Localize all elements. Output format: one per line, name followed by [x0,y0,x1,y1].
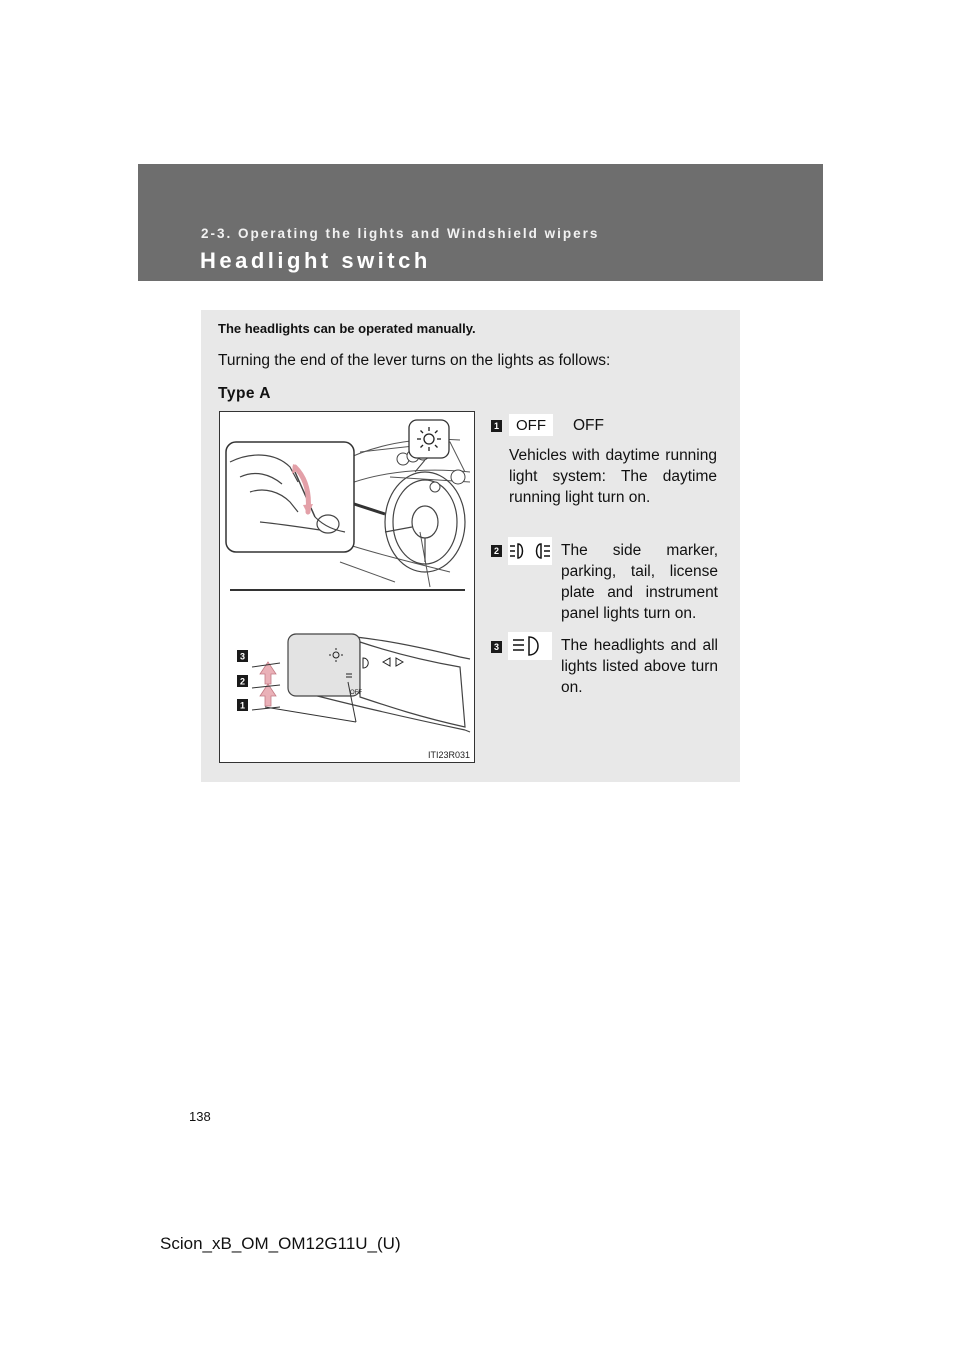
position-3-badge: 3 [491,641,502,653]
position-1-badge: 1 [491,420,502,432]
instruction-text: Turning the end of the lever turns on the lights as follows: [218,352,611,369]
position-1-note: Vehicles with daytime running light system: The daytime running light turn on. [509,447,717,506]
side-marker-parking-icon [508,537,552,565]
section-label: 2-3. Operating the lights and Windshield wipers [201,226,600,241]
intro-text: The headlights can be operated manually. [218,321,476,336]
position-3-description: The headlights and all lights listed above turn on. [561,637,718,696]
position-2-badge: 2 [491,545,502,557]
figure-badge-2: 2 [239,676,246,687]
off-position-icon: OFF [509,414,553,436]
document-code: Scion_xB_OM_OM12G11U_(U) [160,1234,401,1253]
page-number: 138 [189,1109,211,1124]
headlight-low-beam-icon [508,632,552,660]
figure-badge-3: 3 [239,651,246,662]
lever-off-text: OFF [350,690,362,696]
position-2-description: The side marker, parking, tail, license plate and instrument panel lights turn on. [561,542,718,622]
figure-code: ITI23R031 [427,750,470,760]
position-1-label: OFF [573,417,604,434]
headlight-lever-illustration [219,411,475,763]
figure-badge-1: 1 [239,700,246,711]
illustration-drawing [220,412,474,762]
page-title: Headlight switch [200,248,431,273]
type-label: Type A [218,385,271,402]
